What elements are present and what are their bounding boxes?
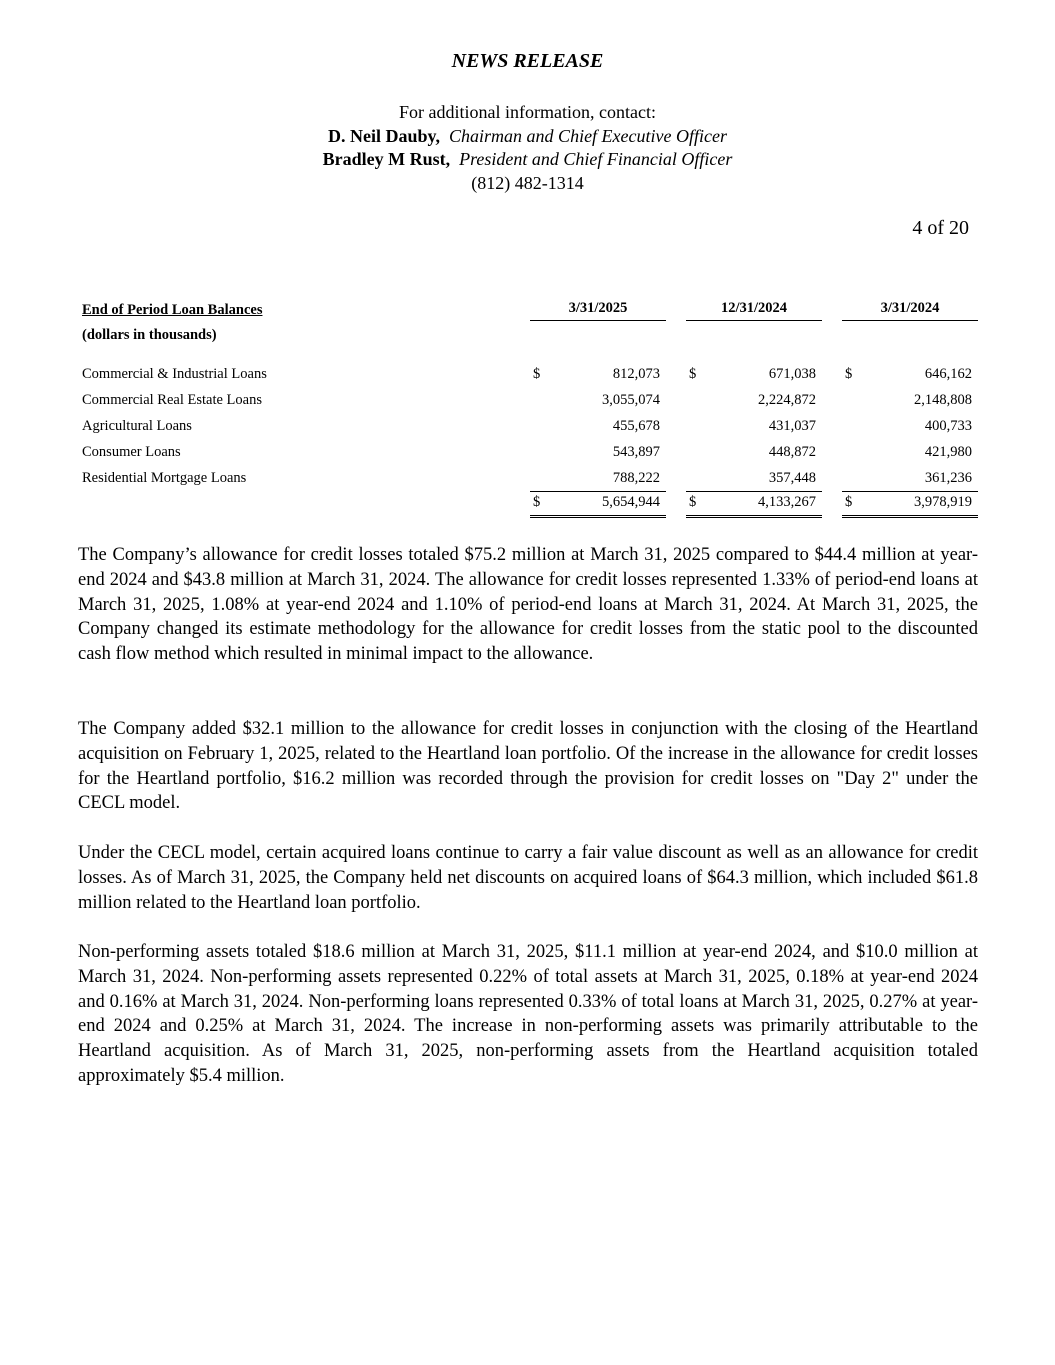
- value-cell: [842, 366, 978, 386]
- page-number: 4 of 20: [912, 217, 969, 239]
- amount: 421,980: [924, 444, 972, 460]
- table-row: [82, 440, 978, 466]
- value-cell: [842, 418, 978, 438]
- table-row: [82, 388, 978, 414]
- amount: 671,038: [768, 366, 816, 382]
- value-cell: [686, 470, 822, 492]
- total-cell: [842, 494, 978, 518]
- contact-name: D. Neil Dauby,: [328, 125, 441, 146]
- currency-symbol: $: [689, 366, 697, 382]
- amount: 2,148,808: [914, 392, 972, 408]
- value-cell: [686, 444, 822, 464]
- column-header: 12/31/2024: [686, 300, 822, 321]
- table-units: (dollars in thousands): [82, 327, 217, 343]
- table-row: [82, 466, 978, 492]
- total-cell: [530, 494, 666, 518]
- loan-balances-table: [82, 300, 978, 518]
- row-label: Commercial Real Estate Loans: [82, 392, 262, 408]
- table-units-row: [82, 326, 978, 362]
- row-label: Residential Mortgage Loans: [82, 470, 247, 486]
- column-header: 3/31/2025: [530, 300, 666, 321]
- amount: 2,224,872: [758, 392, 816, 408]
- amount: 400,733: [924, 418, 972, 434]
- value-cell: [530, 418, 666, 438]
- table-total-row: [82, 492, 978, 518]
- value-cell: [686, 366, 822, 386]
- contact-intro: For additional information, contact:: [399, 102, 656, 122]
- contact-role: President and Chief Financial Officer: [459, 149, 733, 169]
- currency-symbol: $: [845, 366, 853, 382]
- table-row: [82, 362, 978, 388]
- amount: 543,897: [612, 444, 660, 460]
- total-amount: 4,133,267: [758, 494, 816, 510]
- contact-block: [0, 101, 1055, 195]
- amount: 431,037: [768, 418, 816, 434]
- value-cell: [530, 444, 666, 464]
- contact-line-2: [0, 148, 1055, 172]
- row-label: Commercial & Industrial Loans: [82, 366, 267, 382]
- currency-symbol: $: [845, 494, 853, 510]
- total-cell: [686, 494, 822, 518]
- total-amount: 5,654,944: [602, 494, 660, 510]
- row-label: Consumer Loans: [82, 444, 181, 460]
- value-cell: [686, 392, 822, 412]
- body-paragraph: The Company added $32.1 million to the allowance for credit losses in conjunction with the closing of the Heartland acquisition on February 1, 2025, related to the Heartland loan portfolio. Of the increase in the allowance for credit losses for the Heartland portfolio, $16.2 million was recorded through the provision for credit losses on "Day 2" under the CECL model.: [78, 719, 978, 814]
- body-paragraph: Under the CECL model, certain acquired loans continue to carry a fair value discount as well as an allowance for credit losses. As of March 31, 2025, the Company held net discounts on acquired loans of $64.3 million, which included $61.8 million related to the Heartland loan portfolio.: [78, 843, 978, 913]
- amount: 448,872: [768, 444, 816, 460]
- table-header-row: [82, 300, 978, 326]
- row-label: Agricultural Loans: [82, 418, 192, 434]
- amount: 455,678: [612, 418, 660, 434]
- currency-symbol: $: [689, 494, 697, 510]
- value-cell: [686, 418, 822, 438]
- amount: 812,073: [612, 366, 660, 382]
- amount: 361,236: [924, 470, 972, 486]
- currency-symbol: $: [533, 366, 541, 382]
- value-cell: [842, 392, 978, 412]
- value-cell: [842, 470, 978, 492]
- contact-role: Chairman and Chief Executive Officer: [449, 125, 727, 146]
- amount: 3,055,074: [602, 392, 660, 408]
- amount: 788,222: [612, 470, 660, 486]
- table-row: [82, 414, 978, 440]
- table-title: End of Period Loan Balances: [82, 302, 263, 318]
- contact-name: Bradley M Rust,: [322, 149, 451, 169]
- page-title: NEWS RELEASE: [451, 50, 604, 72]
- amount: 357,448: [768, 470, 816, 486]
- value-cell: [530, 470, 666, 492]
- column-header: 3/31/2024: [842, 300, 978, 321]
- currency-symbol: $: [533, 494, 541, 510]
- value-cell: [530, 392, 666, 412]
- value-cell: [530, 366, 666, 386]
- contact-phone: (812) 482-1314: [471, 172, 584, 193]
- contact-line-1: [0, 125, 1055, 149]
- value-cell: [842, 444, 978, 464]
- total-amount: 3,978,919: [914, 494, 972, 510]
- body-paragraph: Non-performing assets totaled $18.6 million at March 31, 2025, $11.1 million at year-end 2024, and $10.0 million at March 31, 2024. Non-performing assets represented 0.22% of total assets at March 31, 2025, 0.18% at year-end 2024 and 0.16% at March 31, 2024. Non-performing loans represented 0.33% of total loans at March 31, 2025, 0.27% at year-end 2024 and 0.25% at March 31, 2024. The increase in non-performing assets was primarily attributable to the Heartland acquisition. As of March 31, 2025, non-performing assets from the Heartland acquisition totaled approximately $5.4 million.: [78, 942, 978, 1086]
- body-paragraph: The Company’s allowance for credit losses totaled $75.2 million at March 31, 2025 compared to $44.4 million at year-end 2024 and $43.8 million at March 31, 2024. The allowance for credit losses represented 1.33% of period-end loans at March 31, 2025, 1.08% at year-end 2024 and 1.10% of period-end loans at March 31, 2024. At March 31, 2025, the Company changed its estimate methodology for the allowance for credit losses from the static pool to the discounted cash flow method which resulted in minimal impact to the allowance.: [78, 545, 978, 665]
- amount: 646,162: [924, 366, 972, 382]
